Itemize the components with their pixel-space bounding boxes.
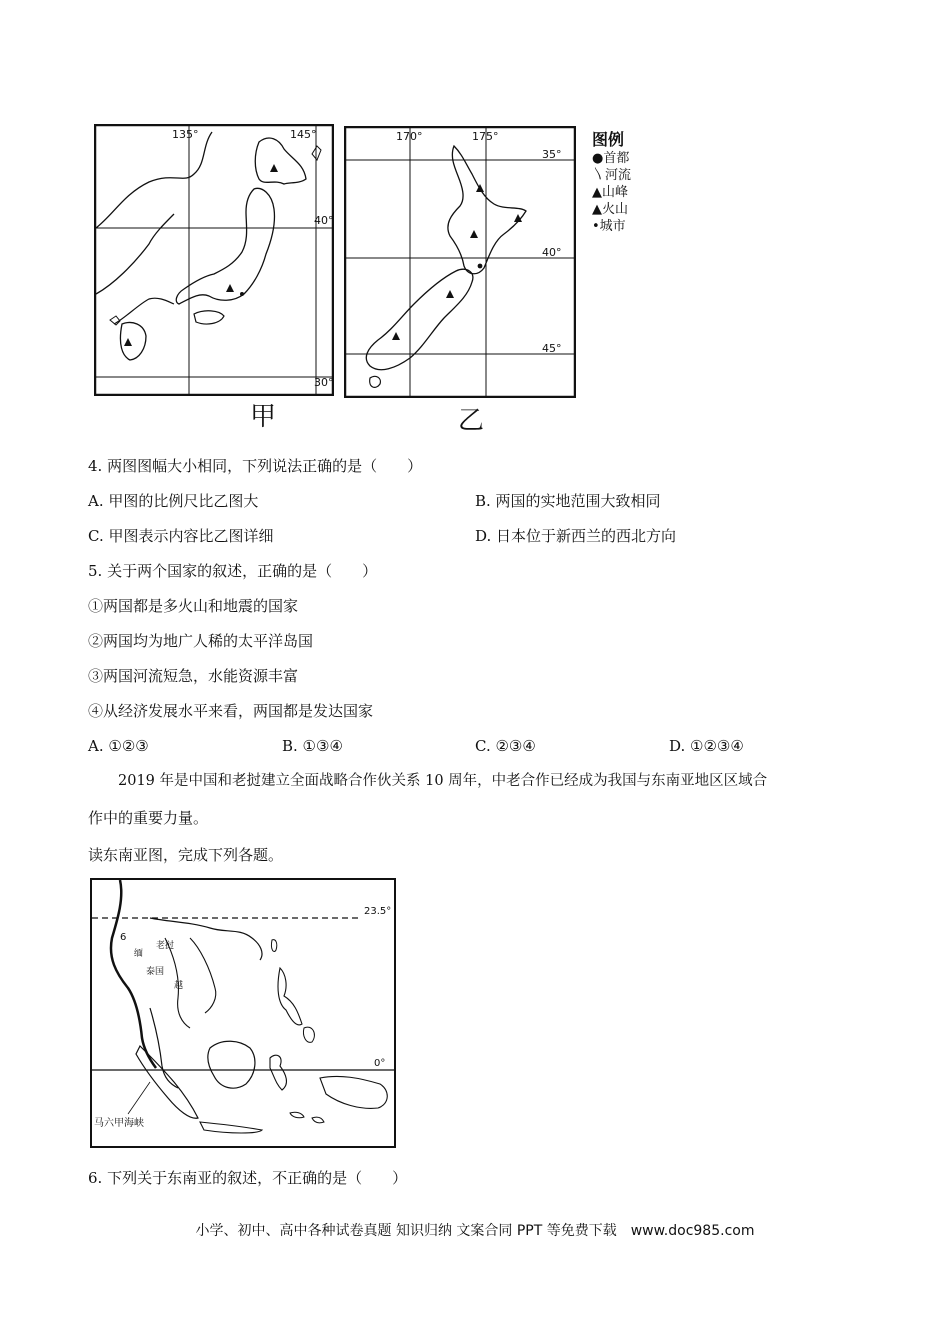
map-yi-lat-35: 35° bbox=[542, 148, 562, 161]
capital-dot-icon: ● bbox=[592, 151, 604, 166]
map2-label-thailand: 泰国 bbox=[146, 967, 165, 977]
peak-triangle-icon: ▲ bbox=[592, 185, 602, 200]
river-icon: 〵 bbox=[592, 168, 606, 183]
q5-stem: 5. 关于两个国家的叙述，正确的是（ ） bbox=[88, 562, 378, 580]
map-yi-lat-45: 45° bbox=[542, 342, 562, 355]
map2-mark-6: 6 bbox=[120, 932, 127, 943]
q5-statement-1: ①两国都是多火山和地震的国家 bbox=[88, 597, 299, 615]
map2-lat-0: 0° bbox=[374, 1058, 386, 1069]
map-jia bbox=[94, 124, 334, 396]
map-jia-lat-40: 40° bbox=[314, 214, 334, 227]
q5-statement-2: ②两国均为地广人稀的太平洋岛国 bbox=[88, 632, 314, 650]
map-jia-lat-30: 30° bbox=[314, 376, 334, 389]
legend-item-peak: ▲山峰 bbox=[592, 185, 629, 200]
q4-option-a[interactable]: A. 甲图的比例尺比乙图大 bbox=[88, 492, 259, 510]
q4-option-b[interactable]: B. 两国的实地范围大致相同 bbox=[475, 492, 661, 510]
figure-japan-newzealand bbox=[90, 120, 660, 440]
volcano-triangle-icon: ▲ bbox=[592, 202, 602, 217]
map-yi-caption: 乙 bbox=[458, 406, 485, 436]
legend-title: 图例 bbox=[592, 130, 625, 149]
map2-mark-yue: 越 bbox=[174, 981, 184, 991]
q5-statement-3: ③两国河流短急，水能资源丰富 bbox=[88, 667, 299, 685]
legend-item-capital: ●首都 bbox=[592, 151, 630, 166]
map-jia-lon-135: 135° bbox=[172, 128, 199, 141]
map-jia-caption: 甲 bbox=[250, 402, 277, 432]
q5-option-d[interactable]: D. ①②③④ bbox=[669, 737, 744, 755]
passage-line-1: 2019 年是中国和老挝建立全面战略合作伙关系 10 周年，中老合作已经成为我国与东南亚地区区域合 bbox=[118, 773, 768, 789]
q4-option-c[interactable]: C. 甲图表示内容比乙图详细 bbox=[88, 527, 274, 545]
q4-option-d[interactable]: D. 日本位于新西兰的西北方向 bbox=[475, 527, 677, 545]
map2-label-malacca: 马六甲海峡 bbox=[94, 1118, 144, 1129]
legend-item-city: •城市 bbox=[592, 219, 626, 234]
map-southeast-asia bbox=[90, 878, 396, 1148]
legend-item-volcano: ▲火山 bbox=[592, 202, 629, 217]
map2-label-laos: 老挝 bbox=[156, 941, 175, 951]
map-yi-lon-175: 175° bbox=[472, 130, 499, 143]
legend-item-river: 〵河流 bbox=[592, 168, 632, 183]
q6-stem: 6. 下列关于东南亚的叙述，不正确的是（ ） bbox=[88, 1169, 408, 1187]
map-legend bbox=[592, 130, 658, 235]
map2-lat-23-5: 23.5° bbox=[364, 906, 392, 917]
instruction: 读东南亚图，完成下列各题。 bbox=[88, 846, 284, 864]
map-yi bbox=[344, 126, 576, 398]
map-yi-lat-40: 40° bbox=[542, 246, 562, 259]
q5-option-a[interactable]: A. ①②③ bbox=[88, 737, 149, 755]
map-jia-lon-145: 145° bbox=[290, 128, 317, 141]
map2-mark-mian: 缅 bbox=[134, 949, 144, 959]
q5-option-c[interactable]: C. ②③④ bbox=[475, 737, 536, 755]
q4-stem: 4. 两图图幅大小相同，下列说法正确的是（ ） bbox=[88, 457, 423, 475]
map-yi-lon-170: 170° bbox=[396, 130, 423, 143]
city-dot-icon: • bbox=[592, 219, 600, 234]
q5-statement-4: ④从经济发展水平来看，两国都是发达国家 bbox=[88, 702, 374, 720]
footer-banner[interactable]: 小学、初中、高中各种试卷真题 知识归纳 文案合同 PPT 等免费下载 www.doc985.com bbox=[195, 1223, 755, 1239]
q5-option-b[interactable]: B. ①③④ bbox=[282, 737, 343, 755]
passage-line-2: 作中的重要力量。 bbox=[88, 809, 209, 827]
